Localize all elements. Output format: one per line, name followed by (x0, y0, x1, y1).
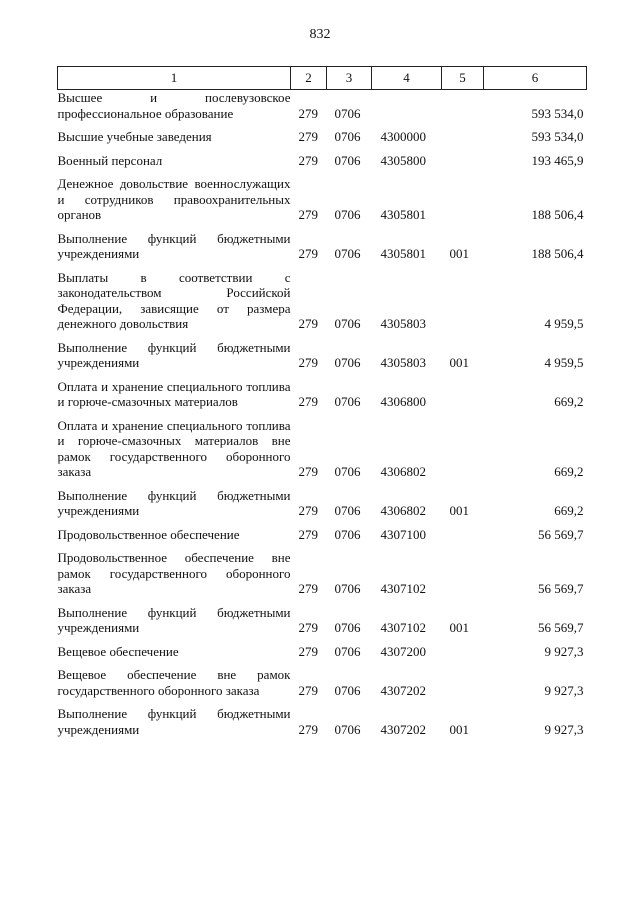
row-code-4 (372, 90, 442, 122)
row-spacer (58, 519, 587, 527)
row-code-5 (442, 418, 484, 480)
row-code-2: 279 (298, 526, 318, 542)
row-code-5 (442, 379, 484, 410)
row-code-2: 279 (298, 316, 318, 331)
row-spacer-cell (58, 519, 587, 527)
row-spacer-cell (58, 121, 587, 129)
row-code-2: 279 (298, 581, 318, 596)
column-header: 1 (58, 67, 291, 90)
row-description: Выполнение функций бюджетными учреждениями (57, 230, 291, 261)
row-amount: 56 569,7 (538, 526, 584, 542)
row-amount: 4 959,5 (544, 355, 584, 370)
row-amount: 56 569,7 (538, 620, 584, 635)
row-code-5 (442, 667, 484, 698)
row-code-3: 0706 (334, 526, 361, 542)
column-header: 5 (442, 67, 484, 90)
row-spacer-cell (58, 410, 587, 418)
row-code-3: 0706 (334, 105, 361, 121)
row-code-2: 279 (298, 355, 318, 370)
row-code-3: 0706 (334, 581, 361, 596)
table-row (58, 153, 587, 169)
row-code-5 (442, 90, 484, 122)
row-description: Высшее и послевузовское профессиональное образование (57, 90, 291, 121)
row-code-5: 001 (449, 620, 469, 635)
row-code-2: 279 (298, 105, 318, 121)
row-code-4: 4305801 (380, 246, 426, 261)
row-code-5: 001 (449, 503, 469, 518)
row-description: Оплата и хранение специального топлива и горюче-смазочных материалов (57, 378, 291, 409)
row-spacer-cell (58, 262, 587, 270)
row-spacer (58, 145, 587, 153)
row-spacer (58, 371, 587, 379)
row-code-4: 4306802 (380, 464, 426, 479)
row-code-5: 001 (449, 721, 469, 737)
row-spacer (58, 168, 587, 176)
table-row (58, 527, 587, 543)
row-code-2: 279 (298, 721, 318, 737)
table-body (58, 90, 587, 738)
row-description: Продовольственное обеспечение вне рамок государственного оборонного заказа (57, 550, 291, 596)
table-row (58, 231, 587, 262)
row-spacer-cell (58, 659, 587, 667)
row-spacer-cell (58, 542, 587, 550)
row-code-3: 0706 (334, 129, 361, 144)
row-description: Вещевое обеспечение вне рамок государственного оборонного заказа (57, 667, 291, 698)
row-code-2: 279 (298, 152, 318, 168)
table-row (58, 644, 587, 660)
row-code-3: 0706 (334, 503, 361, 518)
row-code-4: 4307202 (380, 682, 426, 698)
row-description: Продовольственное обеспечение (57, 526, 240, 542)
row-code-4: 4307102 (380, 581, 426, 596)
row-spacer-cell (58, 332, 587, 340)
row-code-4: 4307102 (380, 620, 426, 635)
table-row (58, 550, 587, 597)
table-row (58, 605, 587, 636)
row-amount: 9 927,3 (544, 721, 584, 737)
table-row (58, 90, 587, 122)
row-amount: 188 506,4 (531, 246, 584, 261)
row-code-2: 279 (298, 682, 318, 698)
row-description: Военный персонал (57, 152, 163, 168)
row-code-3: 0706 (334, 207, 361, 222)
row-description: Выплаты в соответствии с законодательством Российской Федерации, зависящие от размера денежного довольствия (57, 269, 291, 331)
row-code-5 (442, 527, 484, 543)
row-spacer-cell (58, 168, 587, 176)
row-code-2: 279 (298, 129, 318, 144)
row-code-4: 4306802 (380, 503, 426, 518)
table-row (58, 270, 587, 332)
table-row (58, 667, 587, 698)
row-spacer-cell (58, 145, 587, 153)
row-code-3: 0706 (334, 316, 361, 331)
row-amount: 669,2 (554, 464, 584, 479)
row-code-3: 0706 (334, 682, 361, 698)
column-header: 3 (327, 67, 372, 90)
budget-table (57, 66, 587, 737)
row-code-2: 279 (298, 503, 318, 518)
row-code-3: 0706 (334, 355, 361, 370)
row-code-3: 0706 (334, 721, 361, 737)
row-amount: 193 465,9 (531, 152, 584, 168)
row-code-4: 4307200 (380, 643, 426, 659)
table-row (58, 129, 587, 145)
row-code-3: 0706 (334, 620, 361, 635)
row-code-2: 279 (298, 620, 318, 635)
table-row (58, 488, 587, 519)
row-code-2: 279 (298, 207, 318, 222)
row-spacer-cell (58, 597, 587, 605)
table-row (58, 176, 587, 223)
row-amount: 188 506,4 (531, 207, 584, 222)
row-code-3: 0706 (334, 394, 361, 409)
column-header: 2 (291, 67, 327, 90)
row-code-3: 0706 (334, 643, 361, 659)
row-code-4: 4307100 (380, 526, 426, 542)
row-spacer (58, 262, 587, 270)
row-description: Вещевое обеспечение (57, 643, 179, 659)
row-code-5 (442, 153, 484, 169)
row-spacer (58, 410, 587, 418)
row-description: Оплата и хранение специального топлива и горюче-смазочных материалов вне рамок государственного оборонного заказа (57, 417, 291, 479)
row-amount: 9 927,3 (544, 643, 584, 659)
row-code-5 (442, 550, 484, 597)
row-amount: 669,2 (554, 503, 584, 518)
row-code-4: 4300000 (380, 129, 426, 144)
row-spacer (58, 597, 587, 605)
row-code-3: 0706 (334, 152, 361, 168)
row-code-2: 279 (298, 246, 318, 261)
column-header: 4 (372, 67, 442, 90)
row-spacer (58, 636, 587, 644)
row-amount: 9 927,3 (544, 682, 584, 698)
row-spacer-cell (58, 698, 587, 706)
row-amount: 669,2 (554, 394, 584, 409)
row-code-5: 001 (449, 355, 469, 370)
row-code-5 (442, 270, 484, 332)
row-code-5 (442, 176, 484, 223)
row-amount: 56 569,7 (538, 581, 584, 596)
row-spacer (58, 121, 587, 129)
column-header: 6 (484, 67, 587, 90)
row-code-4: 4307202 (380, 721, 426, 737)
row-spacer (58, 223, 587, 231)
row-code-4: 4305803 (380, 316, 426, 331)
row-code-2: 279 (298, 643, 318, 659)
row-code-3: 0706 (334, 464, 361, 479)
row-spacer-cell (58, 480, 587, 488)
row-description: Выполнение функций бюджетными учреждениями (57, 604, 291, 635)
page-number: 832 (309, 27, 331, 42)
row-description: Высшие учебные заведения (57, 129, 212, 144)
row-spacer (58, 698, 587, 706)
row-description: Выполнение функций бюджетными учреждениями (57, 706, 291, 737)
row-spacer (58, 659, 587, 667)
row-code-5 (442, 129, 484, 145)
column-header-row (58, 67, 587, 90)
row-spacer-cell (58, 371, 587, 379)
row-code-4: 4305803 (380, 355, 426, 370)
row-code-3: 0706 (334, 246, 361, 261)
row-code-2: 279 (298, 394, 318, 409)
row-amount: 4 959,5 (544, 316, 584, 331)
row-code-5: 001 (449, 246, 469, 261)
row-spacer (58, 480, 587, 488)
row-description: Денежное довольствие военнослужащих и сотрудников правоохранительных органов (57, 176, 291, 222)
row-code-4: 4305801 (380, 207, 426, 222)
row-spacer-cell (58, 636, 587, 644)
row-description: Выполнение функций бюджетными учреждениями (57, 339, 291, 370)
table-row (58, 340, 587, 371)
row-spacer (58, 542, 587, 550)
row-code-2: 279 (298, 464, 318, 479)
row-amount: 593 534,0 (531, 105, 584, 121)
table-row (58, 418, 587, 480)
row-code-4: 4305800 (380, 152, 426, 168)
row-description: Выполнение функций бюджетными учреждениями (57, 487, 291, 518)
table-row (58, 379, 587, 410)
row-spacer (58, 332, 587, 340)
row-code-5 (442, 644, 484, 660)
row-amount: 593 534,0 (531, 129, 584, 144)
row-spacer-cell (58, 223, 587, 231)
table-row (58, 706, 587, 737)
row-code-4: 4306800 (380, 394, 426, 409)
